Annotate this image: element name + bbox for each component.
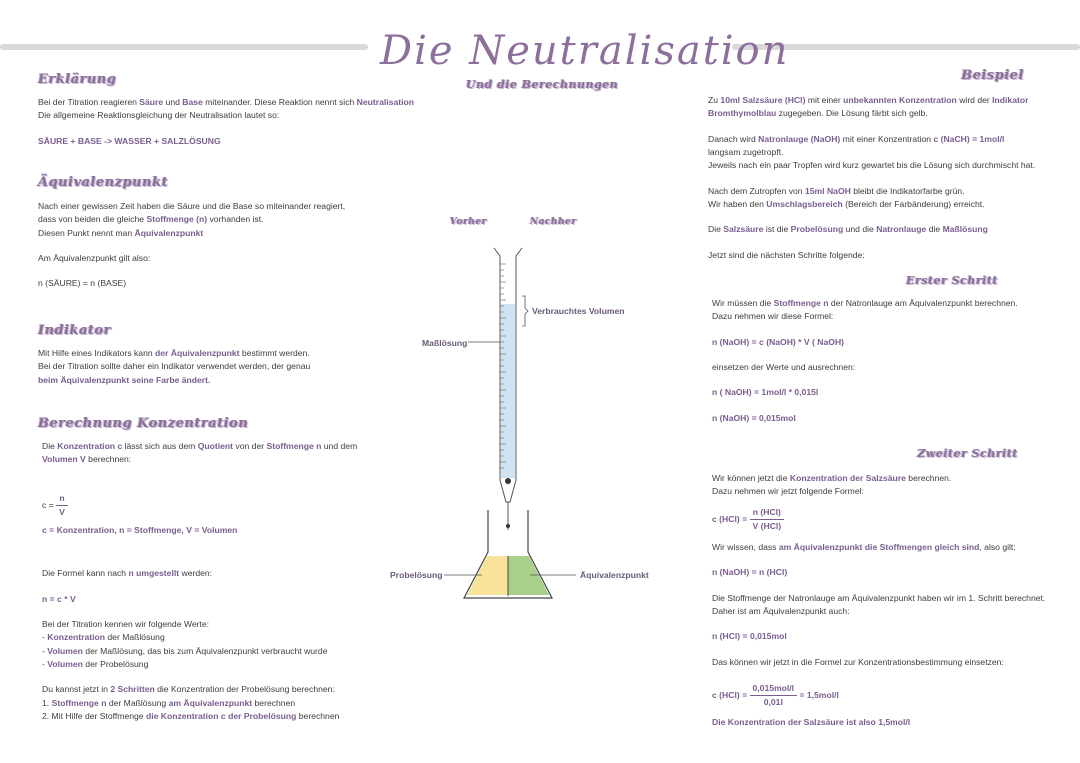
text-line: Die Konzentration c lässt sich aus dem Quotient von der Stoffmenge n und dem [42, 441, 358, 451]
text-line: Dazu nehmen wir jetzt folgende Formel: [712, 486, 864, 497]
label-verbrauchtes-volumen: Verbrauchtes Volumen [532, 306, 625, 316]
text-line: beim Äquivalenzpunkt seine Farbe ändert. [38, 374, 211, 385]
list-item: - Volumen der Probelösung [42, 658, 149, 669]
aequivalenz-text [38, 200, 345, 291]
text-line: Zu 10ml Salzsäure (HCl) mit einer unbekannten Konzentration wird der Indikator [708, 95, 1029, 105]
list-item: 2. Mit Hilfe der Stoffmenge die Konzentration c der Probelösung berechnen [42, 710, 340, 721]
text-line: Bei der Titration reagieren Säure und Base miteinander. Diese Reaktion nennt sich Neutralisation [38, 97, 414, 107]
drop [506, 524, 510, 528]
text-line: Das können wir jetzt in die Formel zur Konzentrationsbestimmung einsetzen: [712, 656, 1004, 667]
erster-text [712, 297, 1018, 425]
titration-diagram [420, 240, 670, 610]
formula: n (HCl) = 0,015mol [712, 631, 787, 642]
text-line: Diesen Punkt nennt man Äquivalenzpunkt [38, 227, 204, 238]
label-probelosung: Probelösung [390, 570, 443, 580]
text-line: Bei der Titration kennen wir folgende Werte: [42, 618, 210, 629]
fraction-n-over-v: $\frac{n}{V}$ [56, 492, 68, 520]
text-line: Die Stoffmenge der Natronlauge am Äquivalenzpunkt haben wir im 1. Schritt berechnet. [712, 592, 1046, 603]
text-line: Wir müssen die Stoffmenge n der Natronlauge am Äquivalenzpunkt berechnen. [712, 298, 1018, 308]
label-aequivalenzpunkt: Äquivalenzpunkt [580, 570, 649, 580]
heading-beispiel: Beispiel [961, 68, 1024, 83]
list-item: - Volumen der Maßlösung, das bis zum Äquivalenzpunkt verbraucht wurde [42, 645, 328, 656]
fraction-n-hcl-over-v-hcl: $\frac{\text{n (HCl)}}{\text{V (HCl)}}$ [750, 506, 785, 534]
volume-bracket [522, 296, 528, 326]
label-nachher: Nachher [530, 217, 577, 227]
formula: n ( NaOH) = 1mol/l * 0,015l [712, 387, 819, 398]
heading-erklaerung: Erklärung [38, 72, 117, 87]
text-line: Die Formel kann nach n umgestellt werden: [42, 568, 213, 579]
section-aequivalenz [38, 173, 168, 193]
list-item: - Konzentration der Maßlösung [42, 632, 165, 643]
text-line: n (SÄURE) = n (BASE) [38, 278, 127, 289]
text-line: dass von beiden die gleiche Stoffmenge (n) vorhanden ist. [38, 214, 264, 225]
text-line: Jeweils nach ein paar Tropfen wird kurz gewartet bis die Lösung sich durchmischt hat. [708, 160, 1036, 171]
zweiter-text [712, 472, 951, 499]
flask-right-fill [508, 556, 549, 595]
text-line: einsetzen der Werte und ausrechnen: [712, 361, 856, 372]
text-line: Dazu nehmen wir diese Formel: [712, 311, 834, 322]
header-rule-left [0, 44, 368, 50]
text-line: Du kannst jetzt in 2 Schritten die Konzentration der Probelösung berechnen: [42, 684, 335, 695]
text-line: Jetzt sind die nächsten Schritte folgende: [708, 249, 865, 260]
text-line: Wir haben den Umschlagsbereich (Bereich der Farbänderung) erreicht. [708, 198, 985, 209]
text-line: Nach einer gewissen Zeit haben die Säure und die Base so miteinander reagiert, [38, 201, 346, 211]
formula-n: n = c * V [42, 593, 76, 604]
fraction-result: $\frac{\text{0,015mol/l}}{0,01l}$ [750, 682, 798, 710]
formula-c [42, 492, 68, 520]
text-line: Die allgemeine Reaktionsgleichung der Neutralisation lautet so: [38, 110, 280, 121]
label-masslosung: Maßlösung [422, 338, 468, 348]
text-line: Wir können jetzt die Konzentration der Salzsäure berechnen. [712, 473, 952, 483]
text-line: Wir wissen, dass am Äquivalenzpunkt die Stoffmengen gleich sind, also gilt: [712, 542, 1016, 552]
section-indikator [38, 321, 111, 341]
text-line: Am Äquivalenzpunkt gilt also: [38, 252, 151, 263]
text-line: Daher ist am Äquivalenzpunkt auch: [712, 605, 850, 616]
heading-erster-schritt: Erster Schritt [906, 274, 998, 287]
equation: SÄURE + BASE -> WASSER + SALZLÖSUNG [38, 135, 221, 146]
section-erklaerung [38, 70, 116, 90]
text-line: Nach dem Zutropfen von 15ml NaOH bleibt die Indikatorfarbe grün. [708, 185, 965, 196]
formula-legend: c = Konzentration, n = Stoffmenge, V = Volumen [42, 525, 238, 535]
page-subtitle: Und die Berechnungen [466, 78, 619, 91]
heading-aequivalenzpunkt: Äquivalenzpunkt [38, 175, 169, 190]
zweiter-rest [712, 541, 1045, 669]
heading-zweiter-schritt: Zweiter Schritt [917, 447, 1018, 460]
berechnung-text [42, 440, 357, 467]
text-line: Mit Hilfe eines Indikators kann der Äquivalenzpunkt bestimmt werden. [38, 348, 310, 358]
text-line: Bromthymolblau zugegeben. Die Lösung färbt sich gelb. [708, 108, 928, 119]
flask-left-fill [467, 556, 508, 595]
beispiel-text [708, 94, 1035, 262]
section-berechnung [38, 414, 248, 434]
formula: n (NaOH) = c (NaOH) * V ( NaOH) [712, 336, 845, 347]
list-item: 1. Stoffmenge n der Maßlösung am Äquivalenzpunkt berechnen [42, 697, 296, 708]
heading-berechnung-konzentration: Berechnung Konzentration [38, 416, 249, 431]
page-title: Die Neutralisation [380, 28, 790, 74]
formula: n (NaOH) = n (HCl) [712, 567, 788, 578]
label-vorher: Vorher [450, 217, 487, 227]
stopcock [505, 478, 511, 484]
indikator-text [38, 347, 310, 387]
text-line: Bei der Titration sollte daher ein Indikator verwendet werden, der genau [38, 361, 311, 372]
text-line: Volumen V berechnen: [42, 454, 132, 465]
result-statement: Die Konzentration der Salzsäure ist also 1,5mol/l [712, 717, 911, 727]
formula-c-hcl: c (HCl) = $\frac{\text{n (HCl)}}{\text{V (HCl)}}$ [712, 506, 784, 534]
text-line: Danach wird Natronlauge (NaOH) mit einer Konzentration c (NaCH) = 1mol/l [708, 133, 1005, 144]
berechnung-rest [42, 524, 339, 723]
heading-indikator: Indikator [38, 323, 112, 338]
formula-result: c (HCl) = $\frac{\text{0,015mol/l}}{0,01l}$ = 1,5mol/l [712, 682, 839, 710]
text-line: Die Salzsäure ist die Probelösung und die Natronlauge die Maßlösung [708, 224, 988, 235]
formula-c-left: c = [42, 500, 54, 511]
formula: n (NaOH) = 0,015mol [712, 412, 796, 423]
erklaerung-text [38, 96, 414, 148]
text-line: langsam zugetropft. [708, 146, 784, 157]
